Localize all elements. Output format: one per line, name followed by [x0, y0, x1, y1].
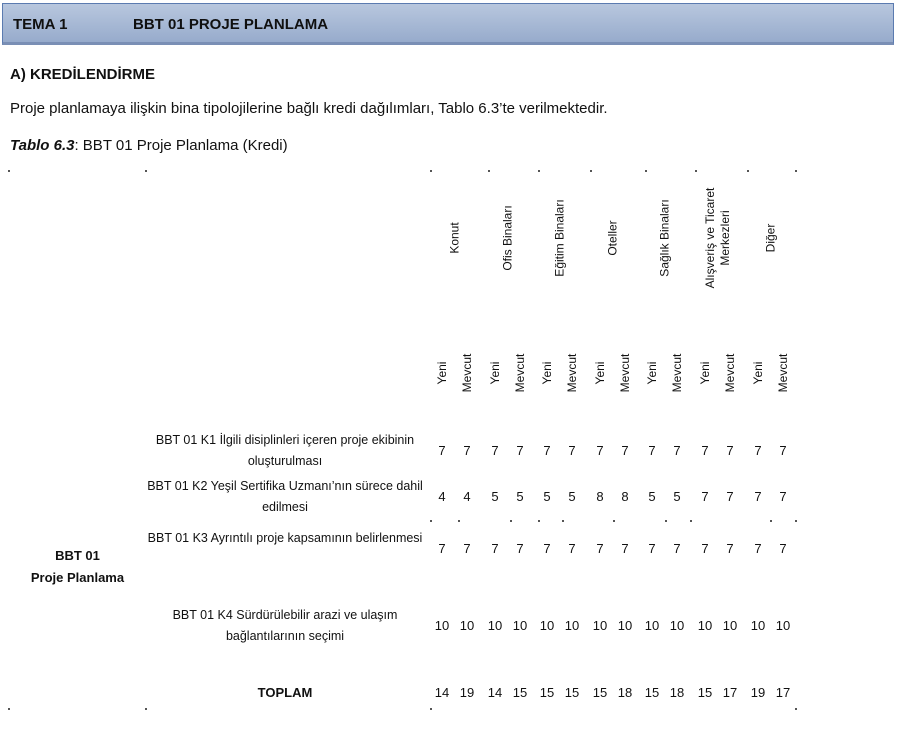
column-header-sub: Mevcut: [670, 353, 684, 393]
column-header-type: Diğer: [763, 223, 777, 253]
table-cell: 10: [539, 618, 555, 633]
table-cell: 7: [648, 443, 656, 458]
grid-dot: [430, 520, 432, 522]
column-header-sub: Mevcut: [460, 353, 474, 393]
total-label: TOPLAM: [257, 685, 313, 700]
total-cell: 18: [617, 685, 633, 700]
total-cell: 19: [750, 685, 766, 700]
total-cell: 15: [512, 685, 528, 700]
grid-dot: [562, 520, 564, 522]
table-cell: 10: [617, 618, 633, 633]
grid-dot: [613, 520, 615, 522]
table-cell: 7: [754, 443, 762, 458]
table-cell: 7: [779, 489, 787, 504]
table-cell: 10: [512, 618, 528, 633]
table-cell: 10: [697, 618, 713, 633]
grid-dot: [747, 170, 749, 172]
table-cell: 4: [438, 489, 446, 504]
column-header-type: Konut: [447, 222, 461, 254]
grid-dot: [795, 170, 797, 172]
table-cell: 7: [621, 443, 629, 458]
row-label: BBT 01 K2 Yeşil Sertifika Uzmanı’nın sürece dahil edilmesi: [147, 479, 423, 514]
section-heading: A) KREDİLENDİRME: [10, 66, 155, 83]
grid-dot: [430, 708, 432, 710]
table-cell: 7: [701, 443, 709, 458]
total-cell: 15: [697, 685, 713, 700]
table-cell: 7: [726, 541, 734, 556]
column-header-sub: Yeni: [488, 361, 502, 385]
grid-dot: [795, 520, 797, 522]
grid-dot: [510, 520, 512, 522]
total-cell: 15: [644, 685, 660, 700]
total-cell: 15: [539, 685, 555, 700]
grid-dot: [538, 520, 540, 522]
grid-dot: [795, 708, 797, 710]
column-header-sub: Yeni: [645, 361, 659, 385]
total-cell: 17: [775, 685, 791, 700]
table-cell: 7: [779, 443, 787, 458]
theme-label: TEMA 1: [13, 16, 68, 33]
grid-dot: [430, 170, 432, 172]
total-cell: 17: [722, 685, 738, 700]
table-cell: 7: [726, 443, 734, 458]
grid-dot: [538, 170, 540, 172]
table-cell: 7: [463, 541, 471, 556]
table-cell: 7: [438, 443, 446, 458]
table-cell: 7: [779, 541, 787, 556]
table-cell: 8: [621, 489, 629, 504]
row-label: BBT 01 K3 Ayrıntılı proje kapsamının belirlenmesi: [147, 531, 423, 545]
page-title: BBT 01 PROJE PLANLAMA: [133, 16, 329, 33]
grid-dot: [8, 708, 10, 710]
grid-dot: [145, 170, 147, 172]
table-cell: 10: [722, 618, 738, 633]
table-cell: 7: [596, 541, 604, 556]
grid-dot: [695, 170, 697, 172]
row-label: BBT 01 K4 Sürdürülebilir arazi ve ulaşım bağlantılarının seçimi: [172, 608, 398, 643]
grid-dot: [8, 170, 10, 172]
table-cell: 7: [673, 443, 681, 458]
table-cell: 7: [491, 443, 499, 458]
grid-dot: [645, 170, 647, 172]
table-caption: [10, 137, 288, 154]
column-header-sub: Mevcut: [565, 353, 579, 393]
column-header-sub: Yeni: [435, 361, 449, 385]
column-header-type: Ofis Binaları: [500, 205, 514, 271]
table-cell: 10: [644, 618, 660, 633]
table-cell: 10: [459, 618, 475, 633]
table-cell: 7: [568, 443, 576, 458]
table-cell: 10: [564, 618, 580, 633]
table-cell: 7: [516, 443, 524, 458]
group-label: BBT 01 Proje Planlama: [30, 548, 125, 585]
column-header-sub: Mevcut: [618, 353, 632, 393]
table-cell: 8: [596, 489, 604, 504]
table-cell: 5: [543, 489, 551, 504]
table-cell: 7: [673, 541, 681, 556]
total-cell: 15: [564, 685, 580, 700]
table-cell: 5: [673, 489, 681, 504]
column-header-sub: Yeni: [698, 361, 712, 385]
column-header-type: Eğitim Binaları: [552, 199, 566, 277]
total-cell: 19: [459, 685, 475, 700]
table-cell: 10: [669, 618, 685, 633]
grid-dot: [770, 520, 772, 522]
table-cell: 5: [491, 489, 499, 504]
grid-dot: [590, 170, 592, 172]
column-header-sub: Yeni: [540, 361, 554, 385]
column-header-type: Alışveriş ve Ticaret Merkezleri: [702, 187, 732, 289]
table-cell: 7: [438, 541, 446, 556]
grid-dot: [458, 520, 460, 522]
table-cell: 10: [775, 618, 791, 633]
column-header-sub: Yeni: [751, 361, 765, 385]
table-cell: 7: [701, 489, 709, 504]
table-cell: 7: [754, 541, 762, 556]
column-header-type: Oteller: [605, 220, 619, 256]
table-cell: 5: [516, 489, 524, 504]
table-cell: 5: [648, 489, 656, 504]
grid-dot: [690, 520, 692, 522]
table-cell: 10: [750, 618, 766, 633]
table-cell: 10: [487, 618, 503, 633]
table-cell: 7: [463, 443, 471, 458]
table-cell: 7: [754, 489, 762, 504]
table-cell: 4: [463, 489, 471, 504]
table-cell: 7: [543, 443, 551, 458]
grid-dot: [488, 170, 490, 172]
table-cell: 5: [568, 489, 576, 504]
row-label: BBT 01 K1 İlgili disiplinleri içeren proje ekibinin oluşturulması: [155, 433, 415, 468]
table-cell: 7: [726, 489, 734, 504]
column-header-sub: Mevcut: [776, 353, 790, 393]
table-cell: 7: [516, 541, 524, 556]
caption-label: Tablo 6.3: [10, 137, 75, 154]
header-bar: [2, 3, 894, 45]
table-cell: 10: [434, 618, 450, 633]
table-cell: 7: [701, 541, 709, 556]
column-header-sub: Mevcut: [723, 353, 737, 393]
total-cell: 14: [487, 685, 503, 700]
table-cell: 7: [596, 443, 604, 458]
column-header-sub: Mevcut: [513, 353, 527, 393]
intro-paragraph: Proje planlamaya ilişkin bina tipolojilerine bağlı kredi dağılımları, Tablo 6.3’te verilmektedir.: [10, 100, 608, 117]
total-cell: 18: [669, 685, 685, 700]
table-cell: 7: [543, 541, 551, 556]
grid-dot: [145, 708, 147, 710]
table-cell: 7: [621, 541, 629, 556]
column-header-type: Sağlık Binaları: [657, 199, 671, 277]
table-cell: 7: [648, 541, 656, 556]
table-cell: 10: [592, 618, 608, 633]
total-cell: 15: [592, 685, 608, 700]
total-cell: 14: [434, 685, 450, 700]
grid-dot: [665, 520, 667, 522]
table-cell: 7: [568, 541, 576, 556]
table-cell: 7: [491, 541, 499, 556]
column-header-sub: Yeni: [593, 361, 607, 385]
caption-text: : BBT 01 Proje Planlama (Kredi): [74, 137, 288, 154]
